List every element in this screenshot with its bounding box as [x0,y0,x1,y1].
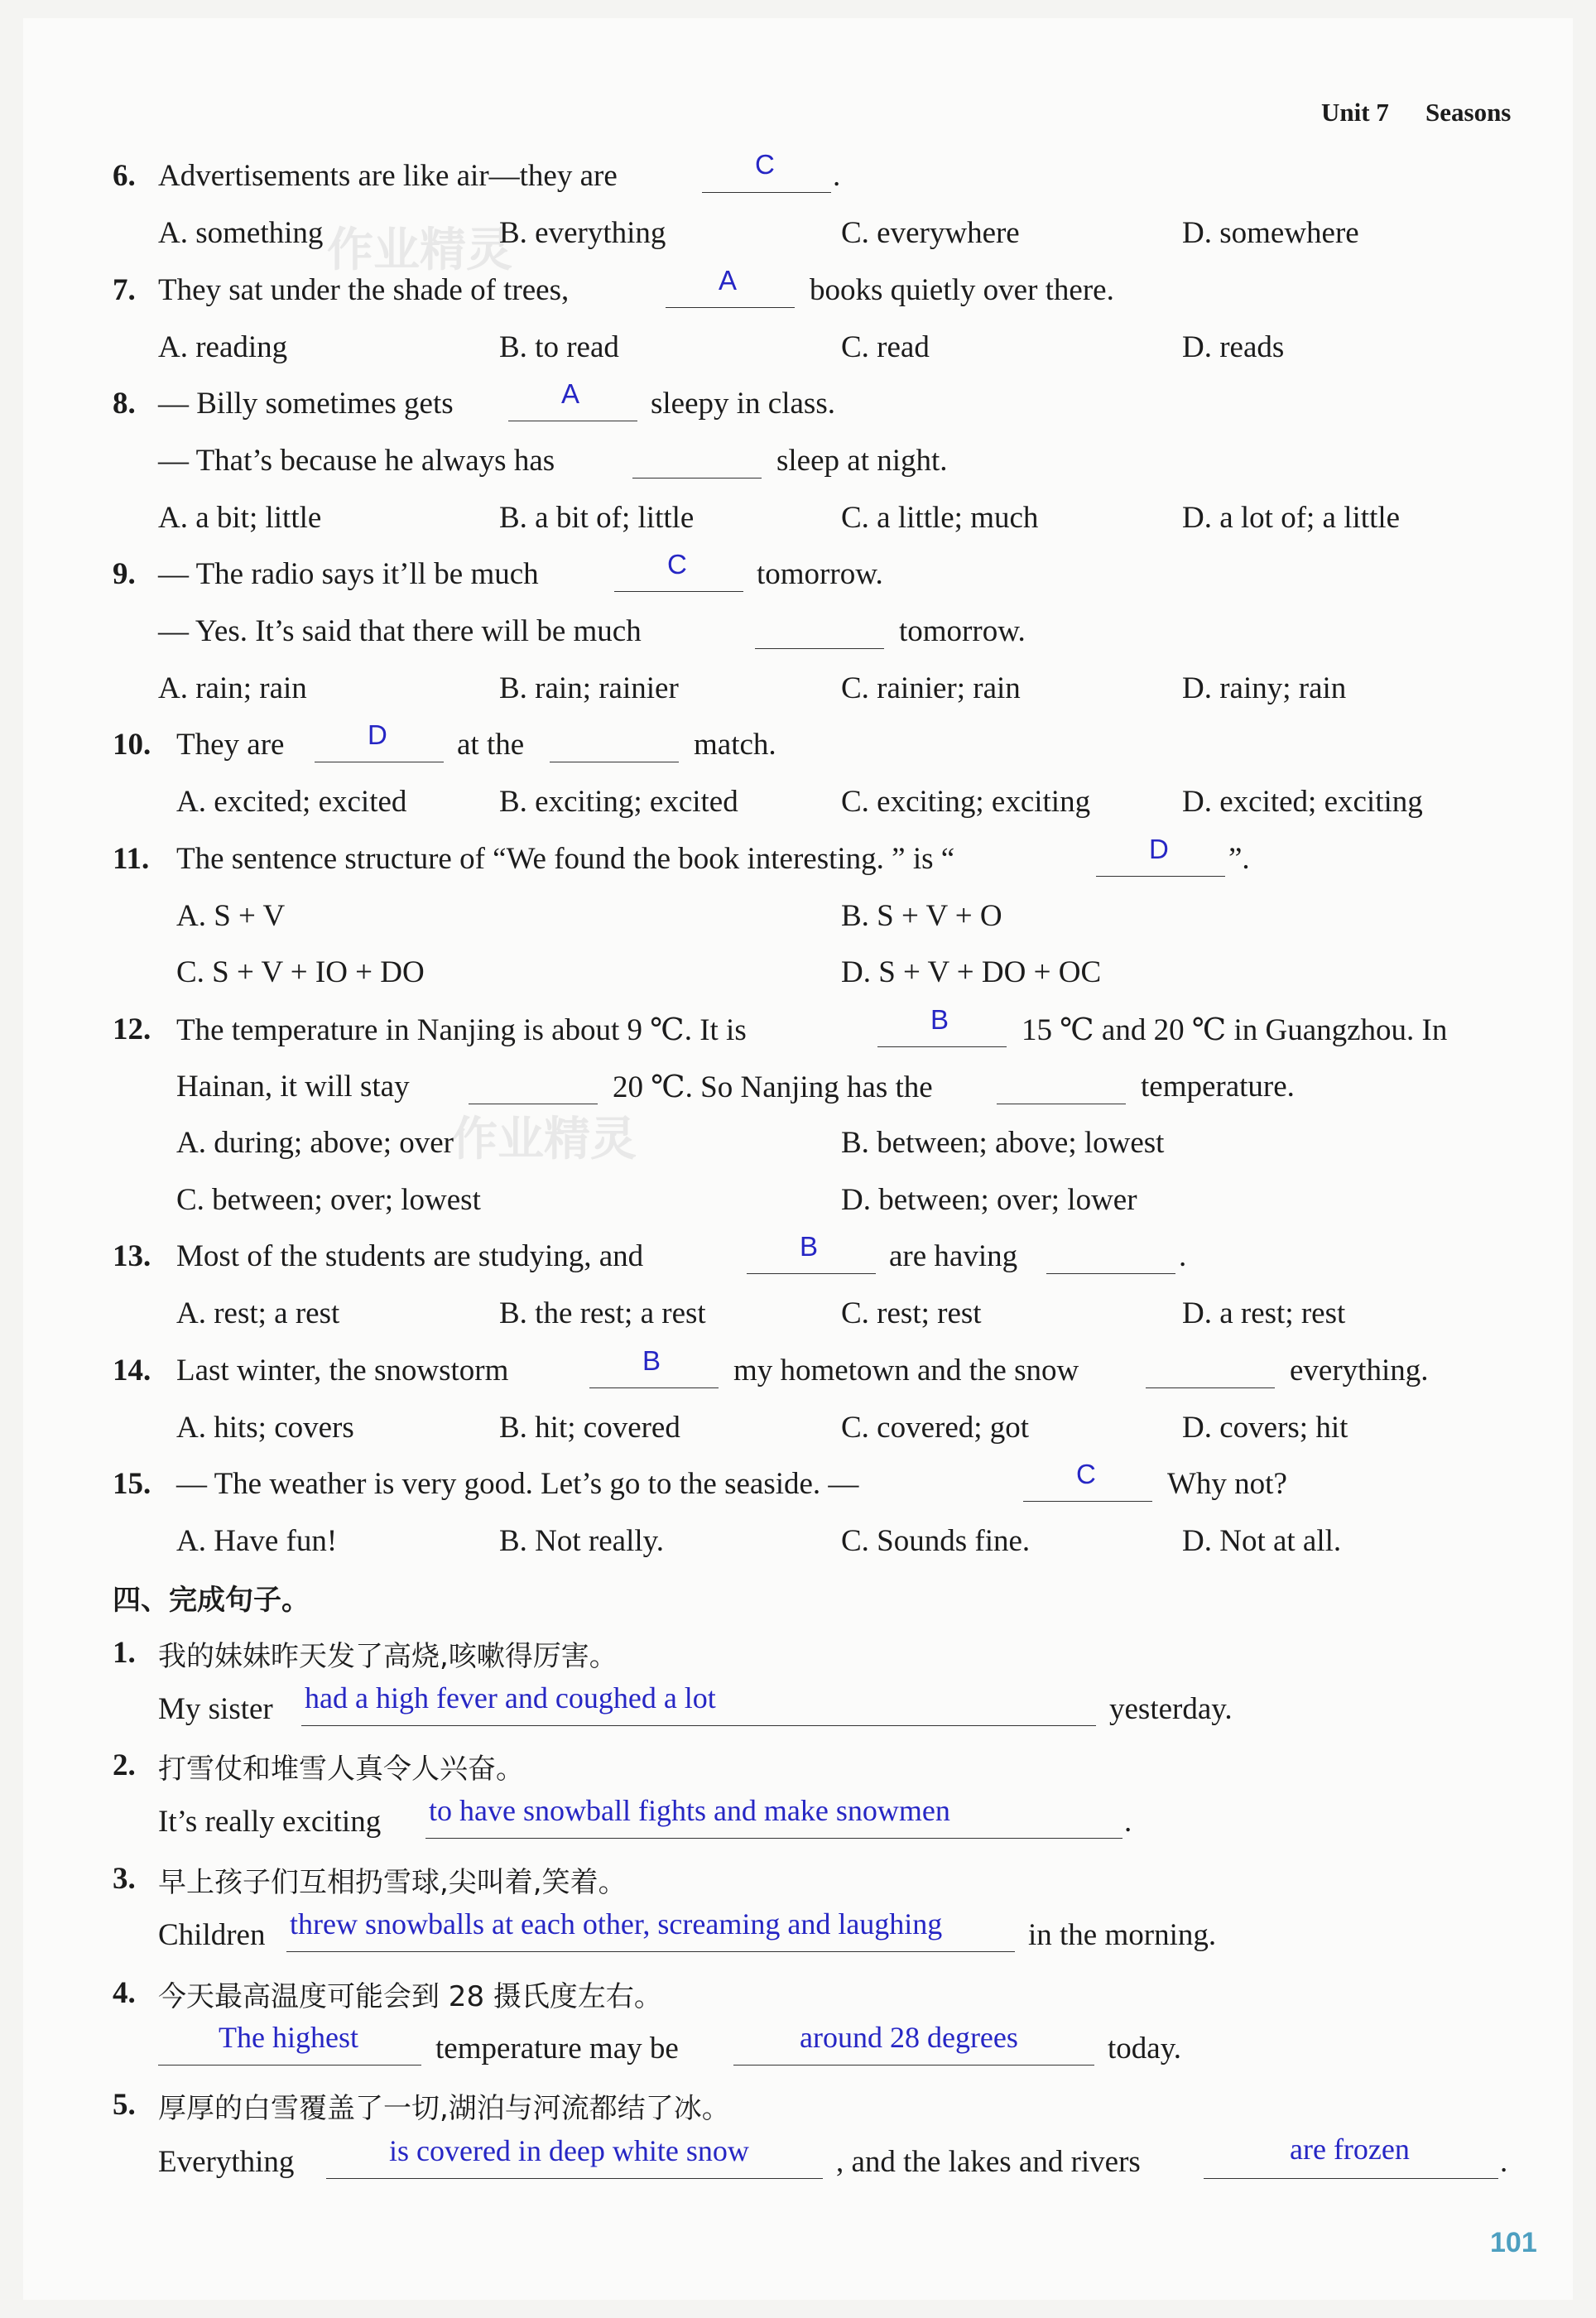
question-number: 11. [113,842,150,876]
option-c: C. a little; much [841,501,1039,535]
option-c: C. S + V + IO + DO [176,955,425,989]
question-text: temperature. [1141,1070,1295,1104]
answer-blank [877,1046,1007,1047]
question-number: 15. [113,1467,151,1501]
question-text: tomorrow. [899,614,1026,648]
question-text: sleepy in class. [651,387,835,421]
answer: D [368,719,387,750]
option-a: A. during; above; over [176,1126,454,1160]
question-text: 15 ℃ and 20 ℃ in Guangzhou. In [1022,1013,1448,1047]
answer-blank [425,1838,1122,1839]
answer-blank [1146,1387,1275,1388]
sentence-prefix: My sister [158,1692,273,1726]
question-text: They are [176,728,285,762]
option-b: B. Not really. [499,1524,665,1558]
answer: C [1076,1459,1096,1489]
question-text: Last winter, the snowstorm [176,1354,509,1387]
question-text: are having [889,1239,1018,1273]
answer-blank [614,591,743,592]
option-d: D. reads [1182,330,1285,364]
answer-blank [301,1725,1096,1726]
question-text: . [1179,1239,1187,1273]
answer-blank [1204,2178,1498,2179]
answer-blank [666,307,795,308]
question-text: books quietly over there. [810,273,1114,307]
answer: are frozen [1290,2133,1410,2166]
question-number: 10. [113,728,151,762]
option-b: B. S + V + O [841,899,1002,933]
option-d: D. a lot of; a little [1182,501,1401,535]
answer-blank [286,1951,1015,1952]
option-c: C. read [841,330,930,364]
option-a: A. S + V [176,899,286,933]
option-a: A. Have fun! [176,1524,338,1558]
answer: C [667,549,687,580]
question-text: — Billy sometimes gets [158,387,454,421]
question-text: everything. [1290,1354,1429,1387]
answer: B [642,1345,661,1376]
item-number: 2. [113,1748,136,1782]
option-b: B. exciting; excited [499,785,738,819]
option-c: C. rainier; rain [841,671,1021,705]
option-b: B. everything [499,216,666,250]
answer: B [930,1004,949,1035]
question-text: Most of the students are studying, and [176,1239,644,1273]
question-text: — The weather is very good. Let’s go to the seaside. — [176,1467,859,1501]
sentence-prefix: Children [158,1918,266,1952]
answer-blank [1023,1501,1152,1502]
option-a: A. a bit; little [158,501,322,535]
sentence-suffix: yesterday. [1109,1692,1233,1726]
option-d: D. S + V + DO + OC [841,955,1102,989]
question-text: my hometown and the snow [733,1354,1079,1387]
watermark: 作业精灵 [327,224,512,277]
question-text: at the [457,728,525,762]
answer: The highest [219,2021,358,2054]
question-text: Advertisements are like air—they are [158,159,618,193]
question-text: They sat under the shade of trees, [158,273,570,307]
answer-blank [158,2065,421,2066]
option-d: D. Not at all. [1182,1524,1342,1558]
sentence-middle: temperature may be [435,2032,679,2066]
answer-blank [632,478,762,479]
answer: is covered in deep white snow [389,2134,749,2167]
question-number: 6. [113,159,136,193]
answer-blank [589,1387,719,1388]
answer: C [755,149,775,180]
sentence-suffix: in the morning. [1028,1918,1217,1952]
answer-blank [1046,1273,1175,1274]
item-number: 1. [113,1636,136,1670]
option-a: A. something [158,216,324,250]
answer: around 28 degrees [800,2021,1018,2054]
answer: A [719,265,738,296]
answer: A [561,378,580,409]
item-number: 5. [113,2088,136,2122]
question-number: 13. [113,1239,151,1273]
question-text: The temperature in Nanjing is about 9 ℃. It is [176,1013,747,1047]
page-number: 101 [1490,2227,1537,2258]
watermark: 作业精灵 [451,1113,637,1166]
answer: had a high fever and coughed a lot [305,1681,716,1714]
question-text: sleep at night. [776,444,948,478]
unit-title: Seasons [1425,98,1512,127]
option-c: C. between; over; lowest [176,1183,481,1217]
item-number: 4. [113,1976,136,2010]
option-d: D. excited; exciting [1182,785,1423,819]
question-number: 14. [113,1354,151,1387]
answer-blank [1096,876,1225,877]
answer-blank [755,648,884,649]
option-a: A. rain; rain [158,671,307,705]
sentence-prefix: Everything [158,2145,295,2179]
question-text: tomorrow. [757,557,883,591]
option-c: C. rest; rest [841,1296,982,1330]
option-b: B. the rest; a rest [499,1296,706,1330]
option-d: D. covers; hit [1182,1411,1348,1445]
question-text: ”. [1228,842,1250,876]
question-text: — That’s because he always has [158,444,555,478]
answer-blank [702,192,831,193]
option-a: A. rest; a rest [176,1296,340,1330]
option-a: A. hits; covers [176,1411,354,1445]
option-c: C. exciting; exciting [841,785,1091,819]
answer-blank [733,2065,1094,2066]
question-number: 9. [113,557,136,591]
sentence-suffix: . [1500,2145,1508,2179]
option-b: B. hit; covered [499,1411,680,1445]
question-text: — The radio says it’ll be much [158,557,539,591]
answer: D [1149,834,1169,864]
option-b: B. between; above; lowest [841,1126,1165,1160]
option-c: C. Sounds fine. [841,1524,1031,1558]
answer-blank [747,1273,876,1274]
chinese-sentence: 厚厚的白雪覆盖了一切,湖泊与河流都结了冰。 [158,2092,730,2125]
section-title: 四、完成句子。 [113,1584,310,1617]
question-text: match. [694,728,776,762]
option-d: D. a rest; rest [1182,1296,1346,1330]
question-number: 12. [113,1012,151,1046]
sentence-prefix: It’s really exciting [158,1805,382,1839]
option-c: C. everywhere [841,216,1020,250]
answer: to have snowball fights and make snowmen [429,1794,950,1827]
question-text: Hainan, it will stay [176,1070,410,1104]
chinese-sentence: 打雪仗和堆雪人真令人兴奋。 [158,1753,524,1786]
answer: B [800,1231,819,1262]
option-d: D. between; over; lower [841,1183,1137,1217]
option-b: B. to read [499,330,619,364]
option-c: C. covered; got [841,1411,1030,1445]
question-text: The sentence structure of “We found the book interesting. ” is “ [176,842,955,876]
question-text: — Yes. It’s said that there will be much [158,614,642,648]
chinese-sentence: 今天最高温度可能会到 28 摄氏度左右。 [158,1980,662,2013]
sentence-middle: , and the lakes and rivers [836,2145,1141,2179]
sentence-suffix: today. [1108,2032,1182,2066]
question-text: Why not? [1167,1467,1287,1501]
question-text: 20 ℃. So Nanjing has the [613,1070,933,1104]
question-text: . [833,159,841,193]
sentence-suffix: . [1124,1805,1132,1839]
option-a: A. reading [158,330,288,364]
answer: threw snowballs at each other, screaming and laughing [290,1907,943,1940]
question-number: 7. [113,273,136,307]
option-b: B. a bit of; little [499,501,695,535]
chinese-sentence: 早上孩子们互相扔雪球,尖叫着,笑着。 [158,1866,627,1899]
answer-blank [326,2178,823,2179]
option-d: D. rainy; rain [1182,671,1347,705]
option-d: D. somewhere [1182,216,1359,250]
question-number: 8. [113,387,136,421]
unit-label: Unit 7 [1321,98,1389,127]
option-b: B. rain; rainier [499,671,679,705]
chinese-sentence: 我的妹妹昨天发了高烧,咳嗽得厉害。 [158,1640,618,1673]
item-number: 3. [113,1862,136,1896]
option-a: A. excited; excited [176,785,407,819]
